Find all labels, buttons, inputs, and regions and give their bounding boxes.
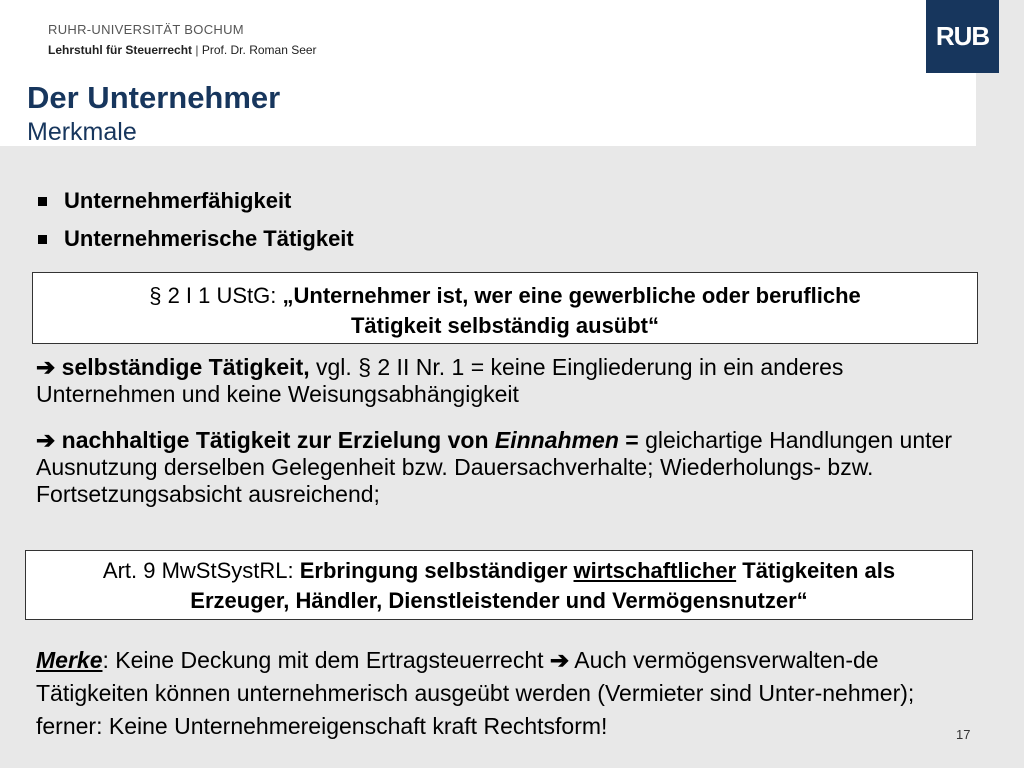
merke-label: Merke — [36, 647, 103, 673]
nachhaltig-term: nachhaltige Tätigkeit zur Erzielung von — [61, 427, 489, 453]
arrow-right-icon: ➔ — [36, 354, 56, 380]
merke-paragraph — [36, 644, 961, 743]
bullet-label: Unternehmerische Tätigkeit — [64, 226, 354, 251]
merke-text2: Auch vermögensverwalten-de Tätigkeiten können unternehmerisch ausgeübt werden (Vermieter sind Unter-nehmer); ferner: Keine Unternehmereigenschaft kraft Rechtsform! — [36, 647, 915, 739]
ustg-quote-line1: „Unternehmer ist, wer eine gewerbliche oder berufliche — [282, 283, 861, 308]
nachhaltig-text: gleichartige Handlungen unter Ausnutzung derselben Gelegenheit bzw. Dauersachverhalte; Wiederholungs- bzw. Fortsetzungsabsicht ausreichend; — [36, 427, 952, 507]
einnahmen-term: Einnahmen — [494, 427, 619, 453]
chair-line — [48, 43, 317, 57]
mwst-underlined: wirtschaftlicher — [573, 558, 737, 583]
square-bullet-icon — [38, 235, 47, 244]
page-number: 17 — [956, 727, 971, 742]
mwst-line2: Erzeuger, Händler, Dienstleistender und Vermögensnutzer“ — [190, 588, 808, 613]
mwstsystrl-box — [25, 550, 973, 620]
mwst-prefix: Art. 9 MwStSystRL: — [102, 558, 300, 583]
bullet-item — [38, 188, 291, 214]
mwst-bold2: Tätigkeiten als — [736, 558, 896, 583]
merke-text1: : Keine Deckung mit dem Ertragsteuerrecht — [102, 647, 550, 673]
arrow-right-icon: ➔ — [549, 647, 570, 673]
slide-subtitle: Merkmale — [27, 118, 137, 146]
ustg-quote-line2: Tätigkeit selbständig ausübt“ — [350, 313, 660, 338]
ustg-definition-box — [32, 272, 978, 344]
equals-sign: = — [625, 427, 639, 453]
bullet-item — [38, 226, 354, 252]
rub-logo: RUB — [926, 0, 999, 73]
chair-name: Lehrstuhl für Steuerrecht — [48, 43, 193, 57]
university-name: RUHR-UNIVERSITÄT BOCHUM — [48, 22, 244, 37]
square-bullet-icon — [38, 197, 47, 206]
ustg-prefix: § 2 I 1 UStG: — [149, 283, 283, 308]
slide-title: Der Unternehmer — [27, 80, 281, 115]
bullet-label: Unternehmerfähigkeit — [64, 188, 292, 213]
selbstaendig-term: selbständige Tätigkeit, — [61, 354, 310, 380]
arrow-right-icon: ➔ — [36, 427, 56, 453]
chair-separator: | — [195, 43, 199, 57]
mwst-bold1: Erbringung selbständiger — [299, 558, 574, 583]
professor-name: Prof. Dr. Roman Seer — [201, 43, 317, 57]
nachhaltig-paragraph — [36, 427, 966, 508]
slide-header — [0, 0, 976, 146]
selbstaendig-paragraph — [36, 354, 966, 408]
selbstaendig-text: vgl. § 2 II Nr. 1 = keine Eingliederung in ein anderes Unternehmen und keine Weisungsabhängigkeit — [36, 354, 844, 407]
